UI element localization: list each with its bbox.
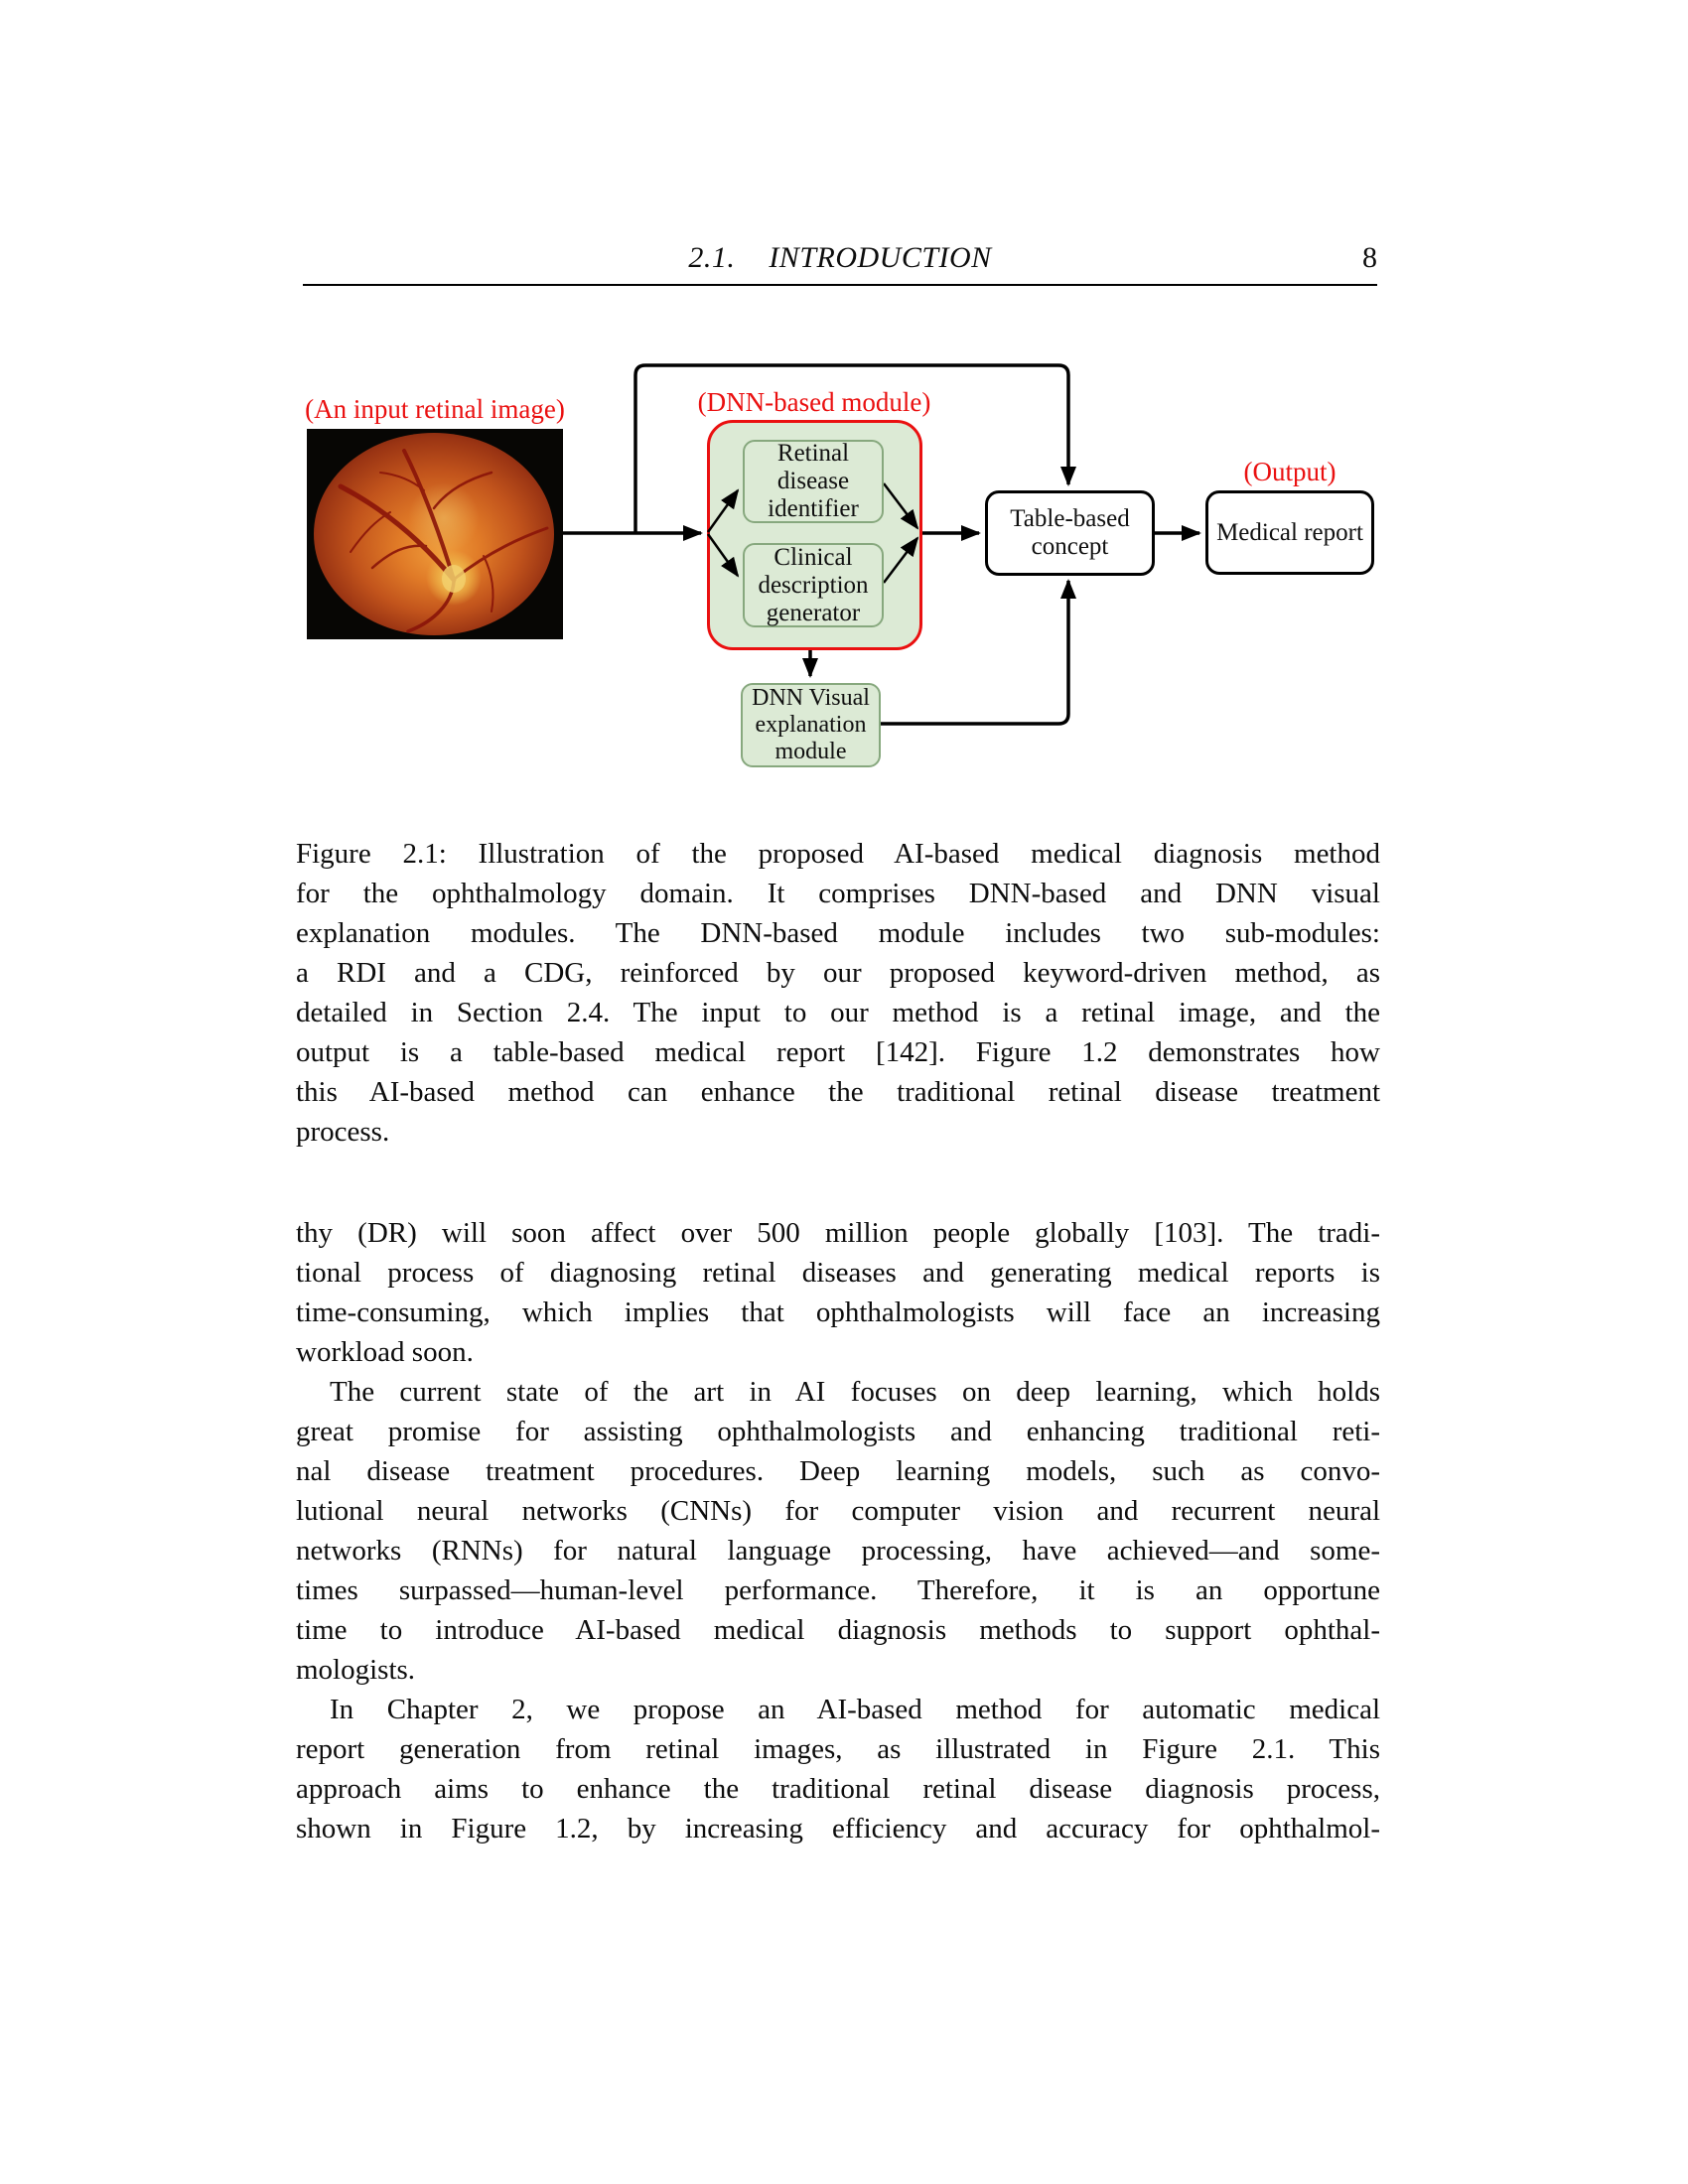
body-line: approach aims to enhance the traditional retinal disease diagnosis process, xyxy=(296,1773,1380,1805)
body-line: lutional neural networks (CNNs) for computer vision and recurrent neural xyxy=(296,1495,1380,1527)
dnn-module-label: (DNN-based module) xyxy=(697,387,931,417)
medical-report-box xyxy=(1205,490,1374,575)
output-label: (Output) xyxy=(1243,457,1336,486)
body-line: time to introduce AI-based medical diagnosis methods to support ophthal- xyxy=(296,1614,1380,1646)
body-line: networks (RNNs) for natural language processing, have achieved—and some- xyxy=(296,1535,1380,1567)
header-rule xyxy=(303,284,1377,286)
caption-line: output is a table-based medical report [142]. Figure 1.2 demonstrates how xyxy=(296,1036,1380,1068)
body-line: The current state of the art in AI focuses on deep learning, which holds xyxy=(330,1376,1380,1408)
visual-module-line: DNN Visual xyxy=(752,685,870,711)
input-image-label: (An input retinal image) xyxy=(305,394,565,424)
cdg-label-line: description xyxy=(758,571,869,599)
rdi-label-line: disease xyxy=(776,468,850,494)
cdg-label-line: Clinical xyxy=(774,543,853,571)
section-number: 2.1. xyxy=(688,241,736,274)
retinal-fundus-image xyxy=(307,429,563,639)
page-number: 8 xyxy=(1362,241,1377,274)
body-line: time-consuming, which implies that ophthalmologists will face an increasing xyxy=(296,1297,1380,1328)
body-line: In Chapter 2, we propose an AI-based method for automatic medical xyxy=(330,1694,1380,1725)
body-text xyxy=(296,1213,1380,1848)
rdi-label-line: identifier xyxy=(768,495,859,522)
body-line: thy (DR) will soon affect over 500 million people globally [103]. The tradi- xyxy=(296,1217,1380,1249)
table-concept-line: Table-based xyxy=(1010,505,1130,532)
visual-module-line: explanation xyxy=(755,712,867,738)
body-line: report generation from retinal images, as illustrated in Figure 2.1. This xyxy=(296,1733,1380,1765)
section-header xyxy=(303,241,1377,275)
clinical-description-generator-box xyxy=(743,543,884,627)
medical-report-line: Medical report xyxy=(1216,518,1363,546)
body-line: times surpassed—human-level performance. Therefore, it is an opportune xyxy=(296,1574,1380,1606)
caption-line: detailed in Section 2.4. The input to our method is a retinal image, and the xyxy=(296,997,1380,1028)
caption-line: for the ophthalmology domain. It comprises DNN-based and DNN visual xyxy=(296,878,1380,909)
body-line: tional process of diagnosing retinal diseases and generating medical reports is xyxy=(296,1257,1380,1289)
figure-caption xyxy=(296,834,1380,1152)
caption-line: process. xyxy=(296,1116,390,1148)
figure-2-1-diagram xyxy=(298,349,1390,784)
caption-line: this AI-based method can enhance the traditional retinal disease treatment xyxy=(296,1076,1380,1108)
section-title: INTRODUCTION xyxy=(769,241,992,274)
dnn-visual-explanation-box xyxy=(741,683,881,767)
table-based-concept-box xyxy=(985,490,1155,576)
body-line: great promise for assisting ophthalmologists and enhancing traditional reti- xyxy=(296,1416,1380,1447)
body-line: shown in Figure 1.2, by increasing efficiency and accuracy for ophthalmol- xyxy=(296,1813,1380,1844)
body-line: workload soon. xyxy=(296,1336,474,1368)
body-line: nal disease treatment procedures. Deep learning models, such as convo- xyxy=(296,1455,1380,1487)
visual-module-line: module xyxy=(774,739,847,764)
rdi-label-line: Retinal xyxy=(776,440,850,467)
cdg-label-line: generator xyxy=(766,599,861,626)
caption-line: a RDI and a CDG, reinforced by our proposed keyword-driven method, as xyxy=(296,957,1380,989)
caption-line: Figure 2.1: Illustration of the proposed AI-based medical diagnosis method xyxy=(296,838,1380,870)
table-concept-line: concept xyxy=(1031,533,1109,560)
body-line: mologists. xyxy=(296,1654,416,1686)
retinal-disease-identifier-box xyxy=(743,440,884,523)
caption-line: explanation modules. The DNN-based module includes two sub-modules: xyxy=(296,917,1380,949)
